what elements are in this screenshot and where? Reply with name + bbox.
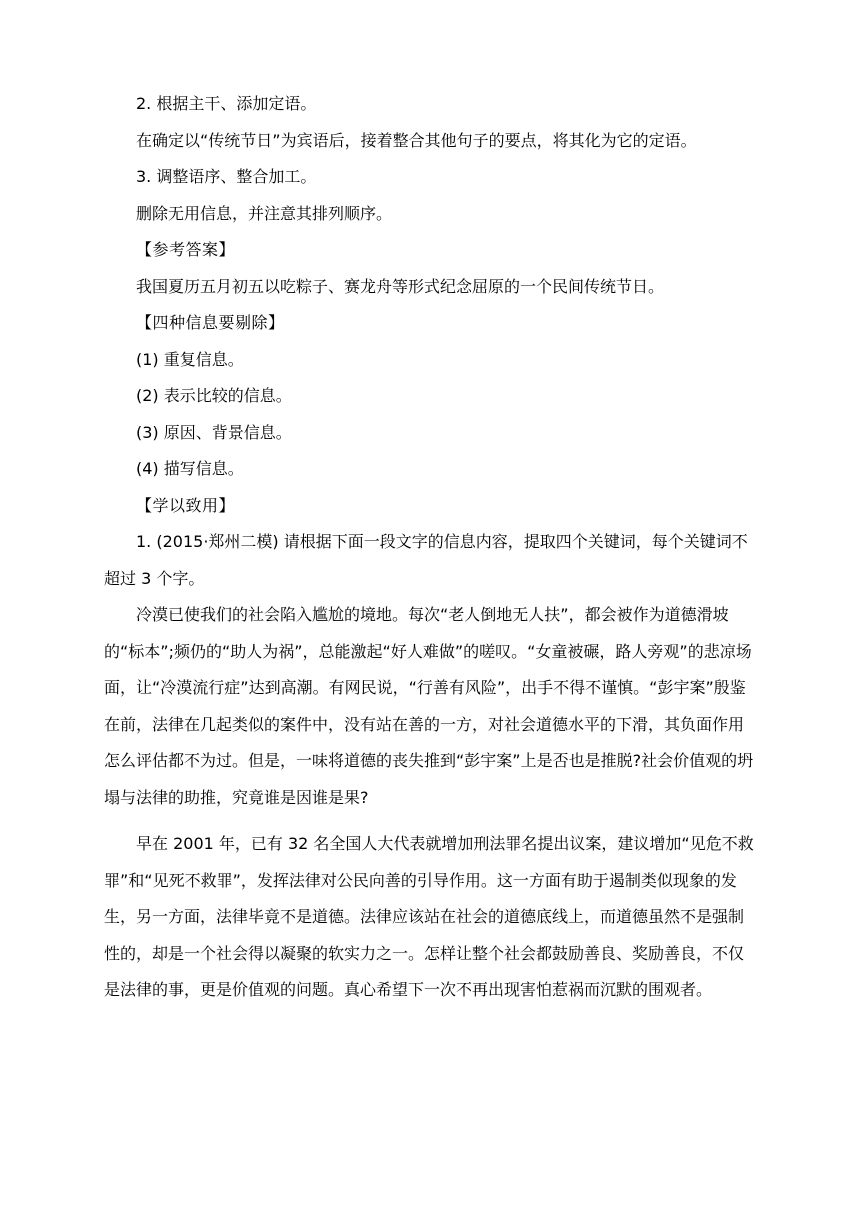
step-3-heading: 3. 调整语序、整合加工。 — [136, 167, 317, 186]
document-content — [104, 86, 754, 1009]
step-3-description: 删除无用信息，并注意其排列顺序。 — [136, 203, 393, 223]
list-item-2: (2) 表示比较的信息。 — [136, 386, 292, 405]
list-item-3: (3) 原因、背景信息。 — [136, 422, 292, 442]
step-2-description: 在确定以“传统节日”为宾语后，接着整合其他句子的要点，将其化为它的定语。 — [136, 130, 697, 150]
list-item-1: (1) 重复信息。 — [136, 349, 244, 369]
question-1: 1. (2015·郑州二模) 请根据下面一段文字的信息内容，提取四个关键词，每个关键词不超过 3 个字。 — [104, 532, 748, 588]
passage-paragraph-2: 早在 2001 年，已有 32 名全国人大代表就增加刑法罪名提出议案，建议增加“见危不救罪”和“见死不救罪”，发挥法律对公民向善的引导作用。这一方面有助于遏制类似现象的发生，另一方面，法律毕竟不是道德。法律应该站在社会的道德底线上，而道德虽然不是强制性的，却是一个社会得以凝聚的软实力之一。怎样让整个社会都鼓励善良、奖励善良，不仅是法律的事，更是价值观的问题。真心希望下一次不再出现害怕惹祸而沉默的围观者。 — [104, 834, 754, 999]
passage-paragraph-1: 冷漠已使我们的社会陷入尴尬的境地。每次“老人倒地无人扶”，都会被作为道德滑坡的“标本”;频仍的“助人为祸”，总能激起“好人难做”的嗟叹。“女童被碾，路人旁观”的悲凉场面，让“冷漠流行症”达到高潮。有网民说，“行善有风险”，出手不得不谨慎。“彭宇案”殷鉴在前，法律在几起类似的案件中，没有站在善的一方，对社会道德水平的下滑，其负面作用怎么评估都不为过。但是，一味将道德的丧失推到“彭宇案”上是否也是推脱?社会价值观的坍塌与法律的助推，究竟谁是因谁是果? — [104, 605, 754, 807]
reference-answer-text: 我国夏历五月初五以吃粽子、赛龙舟等形式纪念屈原的一个民间传统节日。 — [136, 276, 665, 296]
apply-heading: 【学以致用】 — [136, 495, 236, 515]
list-item-4: (4) 描写信息。 — [136, 459, 244, 478]
reference-answer-heading: 【参考答案】 — [136, 240, 236, 259]
four-info-heading: 【四种信息要剔除】 — [136, 313, 285, 332]
paragraph-gap — [104, 816, 754, 826]
step-2-heading: 2. 根据主干、添加定语。 — [136, 94, 317, 113]
